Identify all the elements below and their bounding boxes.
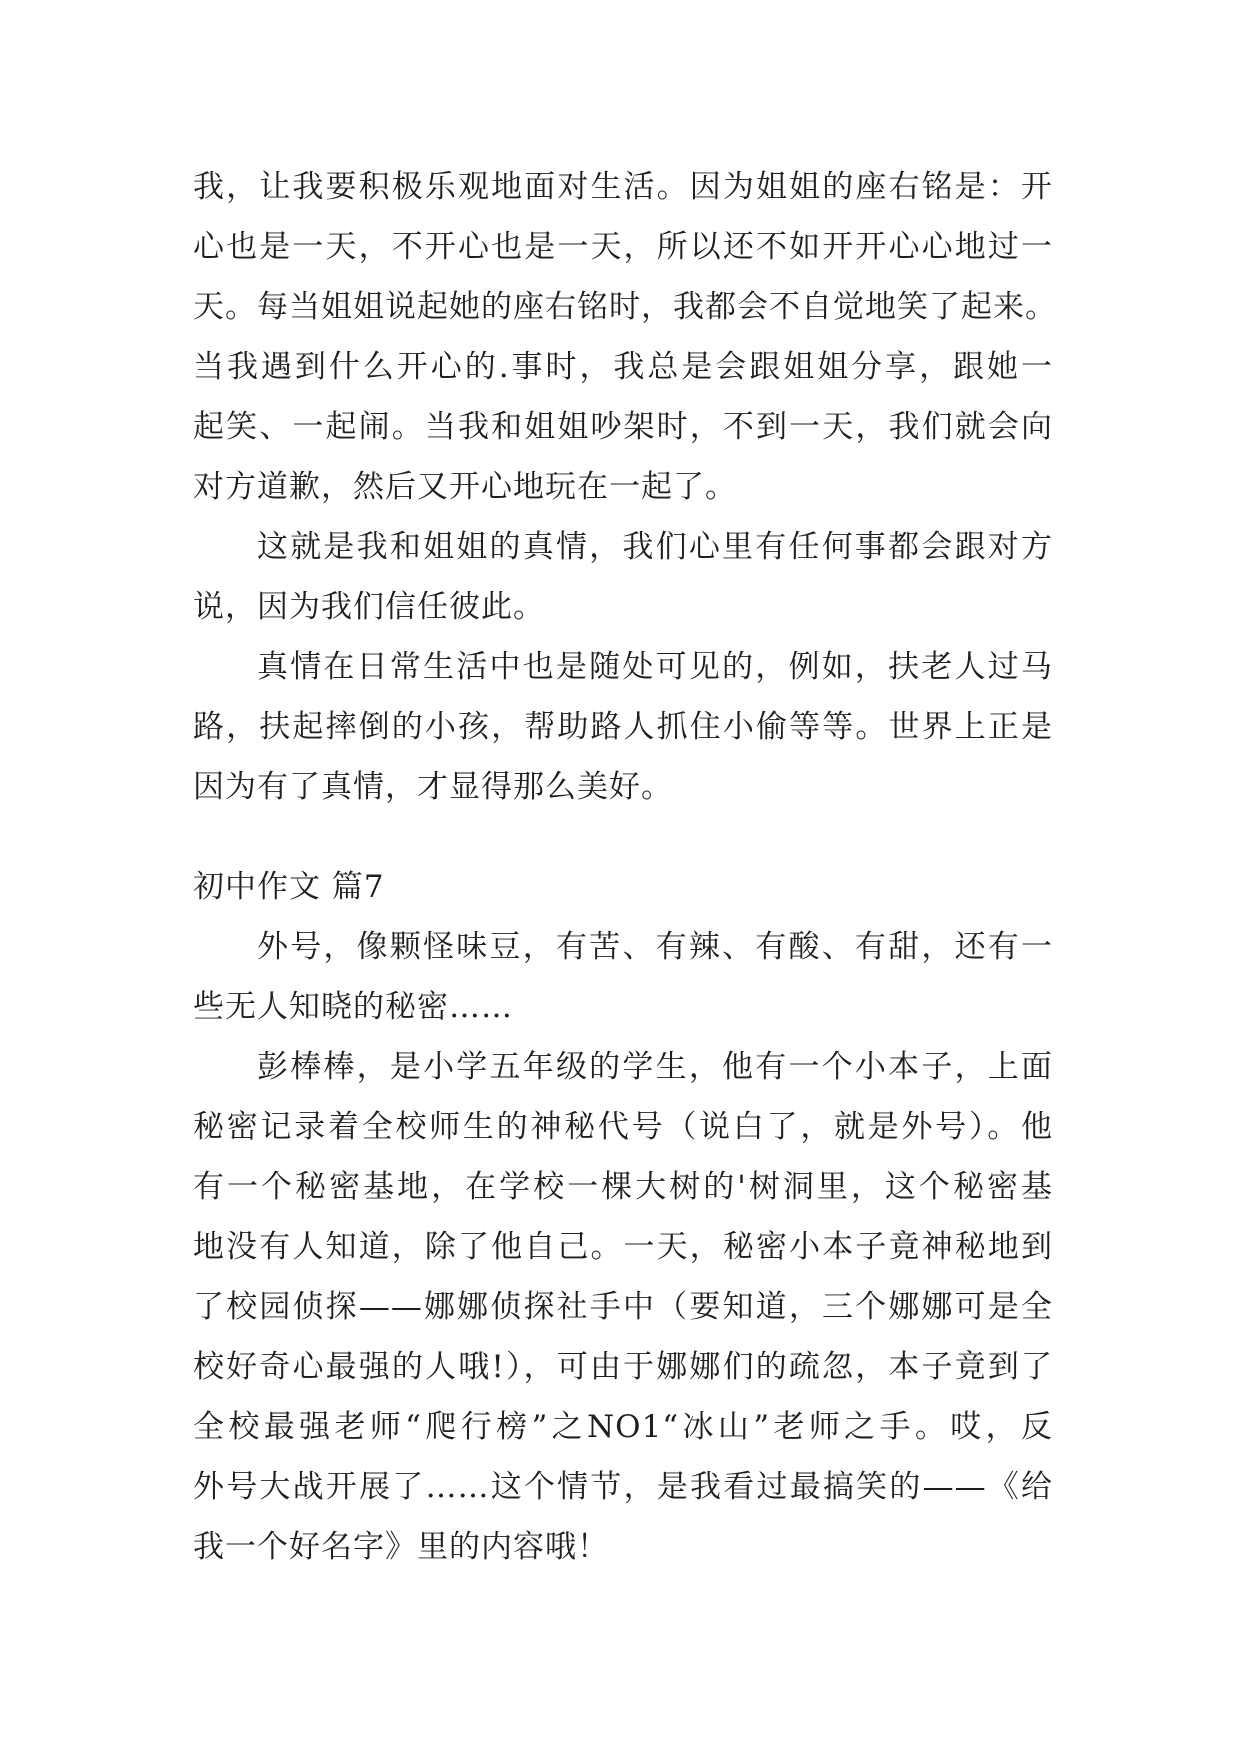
paragraph-line: 地没有人知道，除了他自己。一天，秘密小本子竟神秘地到 [193, 1229, 1053, 1265]
paragraph-line: 我一个好名字》里的内容哦！ [193, 1529, 609, 1565]
paragraph-line: 说，因为我们信任彼此。 [193, 589, 545, 625]
paragraph-line: 我，让我要积极乐观地面对生活。因为姐姐的座右铭是：开 [193, 169, 1053, 205]
paragraph-line: 些无人知晓的秘密…… [193, 989, 513, 1025]
paragraph-line: 起笑、一起闹。当我和姐姐吵架时，不到一天，我们就会向 [193, 409, 1053, 445]
paragraph-line: 因为有了真情，才显得那么美好。 [193, 769, 673, 805]
paragraph-line: 外号，像颗怪味豆，有苦、有辣、有酸、有甜，还有一 [257, 929, 1053, 965]
paragraph-line: 彭棒棒，是小学五年级的学生，他有一个小本子，上面 [257, 1049, 1053, 1085]
paragraph-line: 了校园侦探——娜娜侦探社手中（要知道，三个娜娜可是全 [193, 1289, 1053, 1325]
paragraph-line: 有一个秘密基地，在学校一棵大树的'树洞里，这个秘密基 [193, 1169, 1053, 1205]
paragraph-line: 这就是我和姐姐的真情，我们心里有任何事都会跟对方 [257, 529, 1053, 565]
paragraph-line: 真情在日常生活中也是随处可见的，例如，扶老人过马 [257, 649, 1053, 685]
essay-heading: 初中作文 篇7 [193, 869, 385, 905]
paragraph-line: 校好奇心最强的人哦!），可由于娜娜们的疏忽，本子竟到了 [193, 1349, 1053, 1385]
paragraph-line: 外号大战开展了……这个情节，是我看过最搞笑的——《给 [193, 1469, 1053, 1505]
paragraph-line: 心也是一天，不开心也是一天，所以还不如开开心心地过一 [193, 229, 1053, 265]
paragraph-line: 全校最强老师“爬行榜”之NO1“冰山”老师之手。哎，反 [193, 1409, 1053, 1445]
paragraph-line: 当我遇到什么开心的.事时，我总是会跟姐姐分享，跟她一 [193, 349, 1053, 385]
paragraph-line: 对方道歉，然后又开心地玩在一起了。 [193, 469, 737, 505]
paragraph-line: 路，扶起摔倒的小孩，帮助路人抓住小偷等等。世界上正是 [193, 709, 1053, 745]
paragraph-line: 天。每当姐姐说起她的座右铭时，我都会不自觉地笑了起来。 [193, 289, 1057, 325]
paragraph-line: 秘密记录着全校师生的神秘代号（说白了，就是外号）。他 [193, 1109, 1053, 1145]
